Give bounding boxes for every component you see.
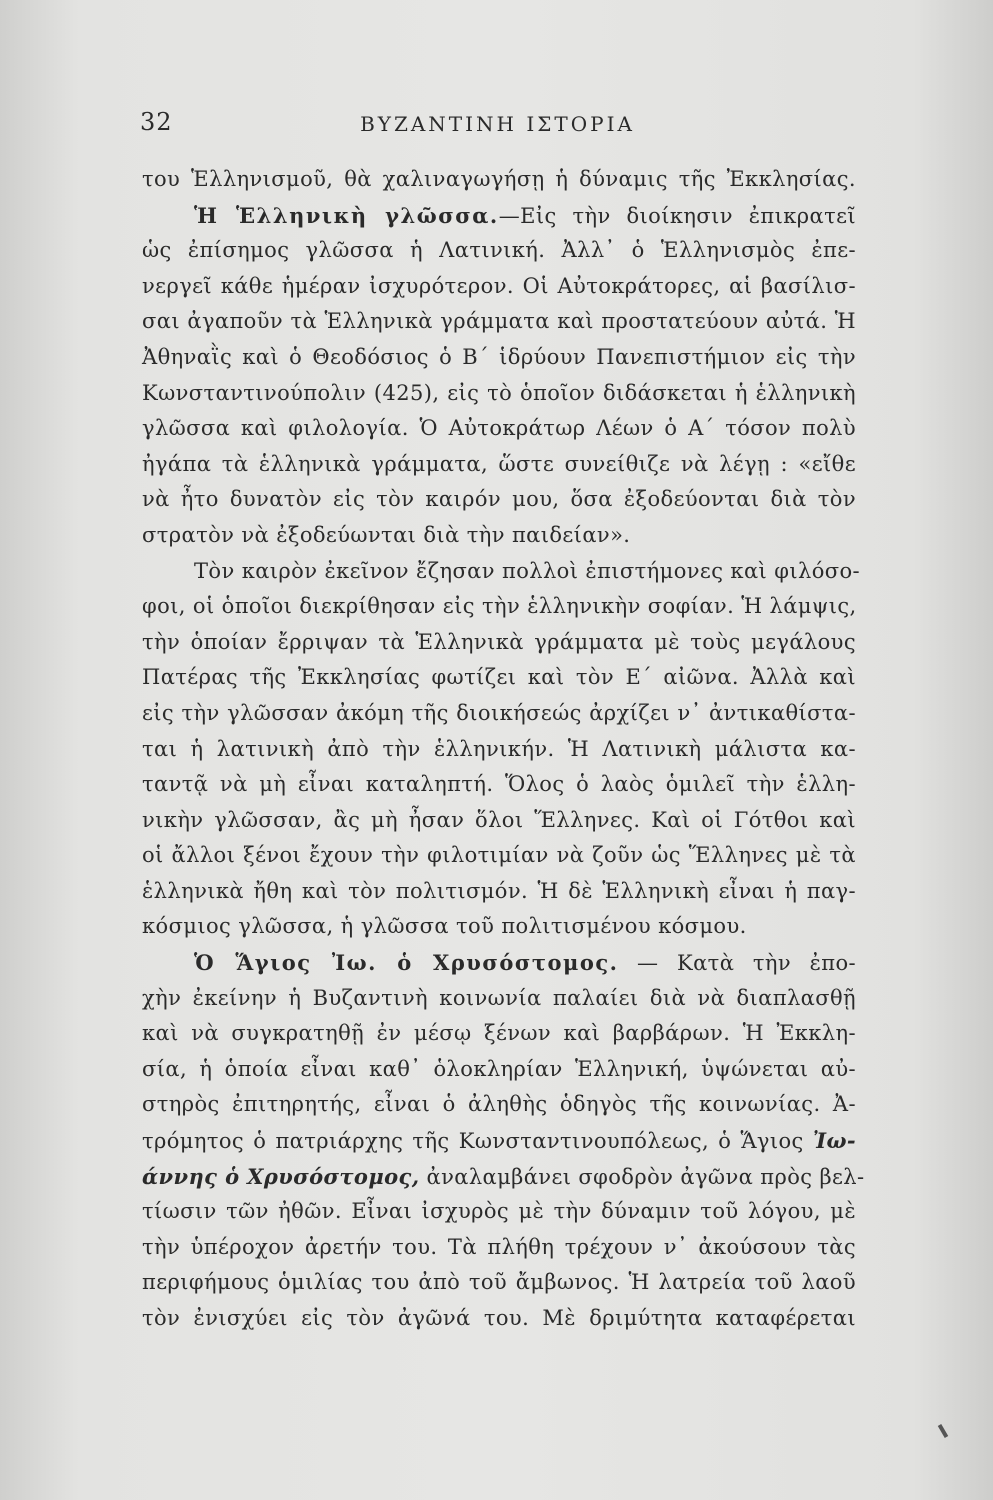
section-heading: Ἡ Ἑλληνικὴ γλῶσσα. — [194, 202, 499, 228]
text-line — [142, 198, 856, 234]
text-line: στρατὸν νὰ ἐξοδεύωνται διὰ τὴν παιδείαν». — [142, 522, 631, 547]
text-line: τὸν ἐνισχύει εἰς τὸν ἀγῶνά του. Μὲ δριμύτητα καταφέρεται — [142, 1306, 856, 1330]
text-run: τρόμητος ὁ πατριάρχης τῆς Κωνσταντινουπόλεως, ὁ Ἅγιος — [142, 1129, 804, 1154]
text-line — [142, 1123, 856, 1159]
text-line: εἰς τὴν γλῶσσαν ἀκόμη τῆς διοικήσεώς ἀρχίζει ν᾽ ἀντικαθίστα- — [142, 700, 856, 725]
text-line: φοι, οἱ ὁποῖοι διεκρίθησαν εἰς τὴν ἑλληνικὴν σοφίαν. Ἡ λάμψις, — [142, 594, 857, 619]
text-line: ται ἡ λατινικὴ ἀπὸ τὴν ἑλληνικήν. Ἡ Λατινικὴ μάλιστα κα- — [142, 736, 856, 761]
text-run: — Κατὰ τὴν ἐπο- — [637, 951, 856, 976]
text-line: νὰ ἦτο δυνατὸν εἰς τὸν καιρόν μου, ὅσα ἐξοδεύονται διὰ τὸν — [142, 487, 856, 512]
text-line: Ἀθηναῒς καὶ ὁ Θεοδόσιος ὁ Β´ ἱδρύουν Πανεπιστήμιον εἰς τὴν — [142, 344, 856, 369]
text-line: νικὴν γλῶσσαν, ἂς μὴ ἦσαν ὅλοι Ἕλληνες. Καὶ οἱ Γότθοι καὶ — [142, 807, 856, 832]
text-line: νεργεῖ κάθε ἡμέραν ἰσχυρότερον. Οἱ Αὐτοκράτορες, αἱ βασίλισ- — [142, 273, 856, 298]
text-line: ταντᾷ νὰ μὴ εἶναι καταληπτή. Ὅλος ὁ λαὸς ὁμιλεῖ τὴν ἑλλη- — [142, 772, 856, 797]
text-line: του Ἑλληνισμοῦ, θὰ χαλιναγωγήσῃ ἡ δύναμις τῆς Ἐκκλησίας. — [142, 167, 856, 191]
text-line: οἱ ἄλλοι ξένοι ἔχουν τὴν φιλοτιμίαν νὰ ζοῦν ὡς Ἕλληνες μὲ τὰ — [142, 843, 856, 868]
running-title: ΒΥΖΑΝΤΙΝΗ ΙΣΤΟΡΙΑ — [360, 112, 635, 136]
text-run: ἀναλαμβάνει σφοδρὸν ἀγῶνα πρὸς βελ- — [426, 1164, 865, 1189]
emphasized-name: Ἰω- — [812, 1128, 857, 1154]
section-heading: Ὁ Ἅγιος Ἰω. ὁ Χρυσόστομος. — [194, 950, 619, 976]
text-line: ὡς ἐπίσημος γλῶσσα ἡ Λατινική. Ἀλλ᾽ ὁ Ἑλληνισμὸς ἐπε- — [142, 238, 856, 263]
text-line: κόσμιος γλῶσσα, ἡ γλῶσσα τοῦ πολιτισμένου κόσμου. — [142, 914, 747, 939]
ink-mark — [938, 1424, 948, 1438]
text-line: στηρὸς ἐπιτηρητής, εἶναι ὁ ἀληθὴς ὁδηγὸς τῆς κοινωνίας. Ἀ- — [142, 1092, 856, 1117]
body-text — [142, 162, 865, 1337]
text-line: καὶ νὰ συγκρατηθῇ ἐν μέσῳ ξένων καὶ βαρβάρων. Ἡ Ἐκκλη- — [142, 1021, 856, 1046]
text-line — [142, 1159, 865, 1195]
text-line: σία, ἡ ὁποία εἶναι καθ᾽ ὁλοκληρίαν Ἑλληνική, ὑψώνεται αὐ- — [142, 1056, 856, 1081]
text-line: γλῶσσα καὶ φιλολογία. Ὁ Αὐτοκράτωρ Λέων ὁ Α´ τόσον πολὺ — [142, 416, 856, 441]
text-line: ἑλληνικὰ ἤθη καὶ τὸν πολιτισμόν. Ἡ δὲ Ἑλληνικὴ εἶναι ἡ παγ- — [142, 878, 856, 903]
text-line: Κωνσταντινούπολιν (425), εἰς τὸ ὁποῖον διδάσκεται ἡ ἑλληνικὴ — [142, 380, 856, 405]
text-line — [142, 945, 856, 981]
text-run: —Εἰς τὴν διοίκησιν ἐπικρατεῖ — [498, 203, 856, 228]
page-header — [140, 108, 855, 148]
text-line: τὴν ὁποίαν ἔρριψαν τὰ Ἑλληνικὰ γράμματα μὲ τοὺς μεγάλους — [142, 629, 856, 654]
text-line: τίωσιν τῶν ἠθῶν. Εἶναι ἰσχυρὸς μὲ τὴν δύναμιν τοῦ λόγου, μὲ — [142, 1199, 856, 1224]
text-line: περιφήμους ὁμιλίας του ἀπὸ τοῦ ἄμβωνος. Ἡ λατρεία τοῦ λαοῦ — [142, 1270, 856, 1295]
text-line: τὴν ὑπέροχον ἀρετήν του. Τὰ πλήθη τρέχουν ν᾽ ἀκούσουν τὰς — [142, 1234, 856, 1259]
text-line: Πατέρας τῆς Ἐκκλησίας φωτίζει καὶ τὸν Ε´ αἰῶνα. Ἀλλὰ καὶ — [142, 665, 856, 690]
text-line: χὴν ἐκείνην ἡ Βυζαντινὴ κοινωνία παλαίει διὰ νὰ διαπλασθῇ — [142, 985, 856, 1010]
text-line: Τὸν καιρὸν ἐκεῖνον ἔζησαν πολλοὶ ἐπιστήμονες καὶ φιλόσο- — [194, 558, 861, 583]
text-line: σαι ἀγαποῦν τὰ Ἑλληνικὰ γράμματα καὶ προστατεύουν αὐτά. Ἡ — [142, 309, 856, 334]
text-line: ἠγάπα τὰ ἑλληνικὰ γράμματα, ὥστε συνείθιζε νὰ λέγῃ : «εἴθε — [142, 451, 856, 476]
page-number: 32 — [140, 108, 173, 136]
emphasized-name: άννης ὁ Χρυσόστομος, — [142, 1163, 420, 1189]
